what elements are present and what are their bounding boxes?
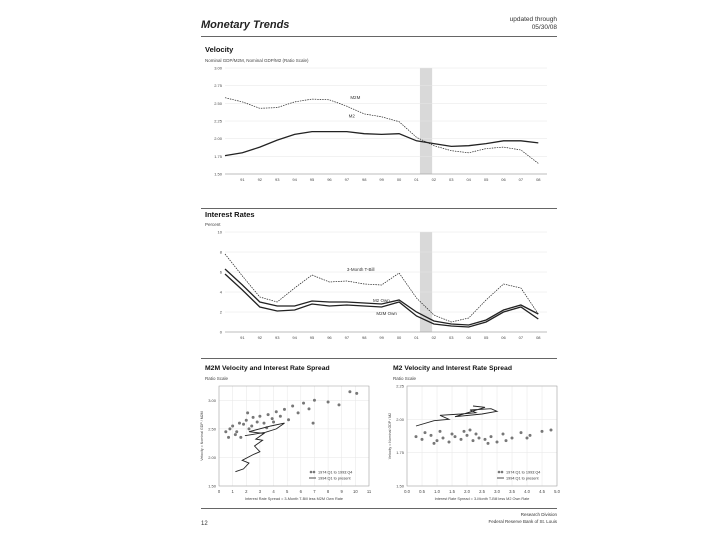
scatter-point bbox=[256, 421, 259, 424]
scatter-point bbox=[484, 438, 487, 441]
x-tick-label: 2.5 bbox=[479, 489, 485, 494]
y-tick-label: 3.00 bbox=[208, 397, 216, 403]
scatter-point bbox=[424, 431, 427, 434]
scatter-point bbox=[454, 435, 457, 438]
y-tick-label: 2.00 bbox=[214, 136, 222, 142]
scatter-point bbox=[490, 435, 493, 438]
y-tick-label: 2.25 bbox=[214, 118, 222, 124]
x-tick-label: 0.5 bbox=[419, 489, 425, 494]
x-tick-label: 3.0 bbox=[494, 489, 500, 494]
x-tick-label: 03 bbox=[449, 335, 454, 340]
scatter-point bbox=[250, 425, 253, 428]
scatter-point bbox=[235, 430, 238, 433]
rates-chart bbox=[203, 228, 553, 345]
m2-scatter-chart bbox=[385, 380, 561, 508]
x-tick-label: 94 bbox=[292, 335, 297, 340]
legend-label-1: 1974:Q1 to 1993:Q4 bbox=[318, 470, 353, 475]
x-tick-label: 07 bbox=[518, 177, 524, 182]
scatter-point bbox=[338, 403, 341, 406]
scatter-point bbox=[541, 430, 544, 433]
scatter-point bbox=[448, 441, 451, 444]
x-tick-label: 96 bbox=[327, 177, 332, 182]
legend-marker-points bbox=[498, 471, 501, 474]
series-label: M2M bbox=[350, 95, 361, 101]
scatter-point bbox=[502, 433, 505, 436]
recent-path bbox=[416, 406, 497, 426]
scatter-point bbox=[248, 427, 251, 430]
series-line-m2-own bbox=[225, 269, 538, 325]
x-tick-label: 11 bbox=[366, 489, 372, 494]
m2-scatter-subtitle: Ratio Scale bbox=[393, 376, 417, 381]
scatter-point bbox=[227, 436, 230, 439]
x-tick-label: 01 bbox=[414, 177, 419, 182]
updated-date: 05/30/08 bbox=[531, 24, 557, 31]
series-line-m2 bbox=[225, 132, 538, 156]
velocity-chart bbox=[203, 64, 553, 188]
x-tick-label: 06 bbox=[501, 177, 506, 182]
x-tick-label: 6 bbox=[299, 489, 302, 494]
x-tick-label: 4.5 bbox=[539, 489, 545, 494]
scatter-point bbox=[312, 422, 315, 425]
x-tick-label: 9 bbox=[340, 489, 343, 494]
x-tick-label: 08 bbox=[536, 177, 541, 182]
x-axis-label: Interest Rate Spread = 3-Month T-Bill less M2M Own Rate bbox=[245, 497, 343, 501]
x-tick-label: 95 bbox=[309, 177, 315, 182]
scatter-point bbox=[224, 430, 227, 433]
rates-divider bbox=[201, 358, 557, 359]
x-axis-label: Interest Rate Spread = 3-Month T-Bill less M2 Own Rate bbox=[434, 497, 530, 501]
series-label: M2 Own bbox=[372, 298, 390, 303]
x-tick-label: 06 bbox=[501, 335, 506, 340]
scatter-point bbox=[327, 401, 330, 404]
y-tick-label: 2.00 bbox=[396, 416, 404, 422]
scatter-point bbox=[442, 437, 445, 440]
footer-division: Research Division bbox=[520, 512, 557, 517]
y-tick-label: 1.50 bbox=[208, 483, 216, 489]
x-tick-label: 0.0 bbox=[404, 489, 410, 494]
scatter-point bbox=[526, 437, 529, 440]
rates-chart-subtitle: Percent bbox=[205, 222, 221, 227]
y-tick-label: 2.50 bbox=[208, 426, 216, 432]
report-page bbox=[193, 8, 563, 532]
x-tick-label: 05 bbox=[483, 335, 489, 340]
scatter-point bbox=[469, 429, 472, 432]
scatter-point bbox=[520, 431, 523, 434]
legend-marker-points bbox=[501, 471, 504, 474]
scatter-point bbox=[348, 390, 351, 393]
x-tick-label: 93 bbox=[274, 177, 280, 182]
legend-label-2: 1994:Q1 to present bbox=[506, 476, 539, 481]
legend-marker-points bbox=[313, 471, 316, 474]
y-tick-label: 2.75 bbox=[214, 83, 222, 89]
m2m-scatter-chart bbox=[197, 380, 373, 508]
x-tick-label: 5 bbox=[286, 489, 289, 494]
x-tick-label: 1.5 bbox=[449, 489, 455, 494]
x-tick-label: 98 bbox=[362, 335, 367, 340]
y-tick-label: 1.50 bbox=[214, 171, 222, 177]
scatter-point bbox=[271, 417, 274, 420]
scatter-point bbox=[430, 434, 433, 437]
scatter-point bbox=[263, 422, 266, 425]
scatter-point bbox=[451, 433, 454, 436]
x-tick-label: 4 bbox=[272, 489, 275, 494]
scatter-point bbox=[267, 413, 270, 416]
x-tick-label: 01 bbox=[414, 335, 419, 340]
y-tick-label: 8 bbox=[219, 249, 222, 255]
scatter-point bbox=[272, 421, 275, 424]
x-tick-label: 00 bbox=[396, 177, 402, 182]
scatter-point bbox=[231, 425, 234, 428]
y-tick-label: 2.50 bbox=[214, 100, 222, 106]
scatter-point bbox=[291, 405, 294, 408]
x-tick-label: 02 bbox=[431, 177, 437, 182]
x-tick-label: 3.5 bbox=[509, 489, 515, 494]
x-tick-label: 1.0 bbox=[434, 489, 440, 494]
x-tick-label: 2.0 bbox=[464, 489, 470, 494]
x-tick-label: 10 bbox=[353, 489, 358, 494]
rates-chart-title: Interest Rates bbox=[205, 210, 255, 219]
x-tick-label: 97 bbox=[344, 177, 350, 182]
y-axis-label: Velocity = Nominal GDP / M2 bbox=[388, 412, 392, 460]
scatter-point bbox=[433, 442, 436, 445]
x-tick-label: 8 bbox=[326, 489, 330, 494]
x-tick-label: 02 bbox=[431, 335, 437, 340]
scatter-point bbox=[355, 392, 358, 395]
y-tick-label: 1.75 bbox=[396, 450, 404, 456]
scatter-point bbox=[463, 430, 466, 433]
scatter-point bbox=[511, 437, 514, 440]
x-tick-label: 05 bbox=[483, 177, 489, 182]
x-tick-label: 0 bbox=[217, 489, 221, 494]
scatter-point bbox=[550, 429, 553, 432]
x-tick-label: 5.0 bbox=[554, 489, 560, 494]
series-label: M2M Own bbox=[376, 311, 397, 316]
x-tick-label: 07 bbox=[518, 335, 524, 340]
y-tick-label: 2.25 bbox=[396, 383, 404, 389]
legend-marker-points bbox=[310, 471, 313, 474]
scatter-point bbox=[466, 434, 469, 437]
y-tick-label: 1.75 bbox=[214, 153, 222, 159]
x-tick-label: 03 bbox=[449, 177, 454, 182]
scatter-point bbox=[421, 438, 424, 441]
x-tick-label: 2 bbox=[245, 489, 248, 494]
x-tick-label: 04 bbox=[466, 177, 471, 182]
scatter-point bbox=[496, 441, 499, 444]
updated-note bbox=[510, 16, 557, 32]
m2m-scatter-subtitle: Ratio Scale bbox=[205, 376, 229, 381]
scatter-point bbox=[308, 407, 311, 410]
footer-divider bbox=[201, 508, 557, 509]
x-tick-label: 99 bbox=[379, 335, 384, 340]
x-tick-label: 7 bbox=[313, 489, 316, 494]
x-tick-label: 91 bbox=[240, 177, 245, 182]
scatter-point bbox=[252, 416, 255, 419]
footer-credit bbox=[488, 511, 557, 525]
scatter-point bbox=[283, 408, 286, 411]
footer-bank: Federal Reserve Bank of St. Louis bbox=[488, 519, 557, 524]
scatter-point bbox=[258, 415, 261, 418]
scatter-point bbox=[242, 423, 245, 426]
series-line-m2m bbox=[225, 98, 538, 164]
x-tick-label: 92 bbox=[257, 335, 263, 340]
scatter-point bbox=[460, 438, 463, 441]
x-tick-label: 1 bbox=[231, 489, 234, 494]
x-tick-label: 00 bbox=[396, 335, 402, 340]
series-label: M2 bbox=[348, 113, 355, 119]
y-tick-label: 3.00 bbox=[214, 65, 222, 71]
scatter-point bbox=[415, 435, 418, 438]
scatter-point bbox=[436, 439, 439, 442]
scatter-point bbox=[302, 402, 305, 405]
m2-scatter-title: M2 Velocity and Interest Rate Spread bbox=[393, 365, 512, 372]
scatter-point bbox=[245, 419, 248, 422]
x-tick-label: 95 bbox=[309, 335, 315, 340]
legend-label-1: 1974:Q1 to 1993:Q4 bbox=[506, 470, 541, 475]
scatter-point bbox=[472, 439, 475, 442]
scatter-point bbox=[238, 422, 241, 425]
y-tick-label: 2 bbox=[219, 309, 222, 315]
x-tick-label: 97 bbox=[344, 335, 350, 340]
scatter-point bbox=[234, 433, 237, 436]
scatter-point bbox=[228, 427, 231, 430]
y-axis-label: Velocity = Nominal GDP / M2M bbox=[200, 411, 204, 461]
series-label: 3-Month T-Bill bbox=[346, 267, 375, 272]
x-tick-label: 93 bbox=[274, 335, 280, 340]
x-tick-label: 4.0 bbox=[524, 489, 530, 494]
x-tick-label: 91 bbox=[240, 335, 245, 340]
x-tick-label: 99 bbox=[379, 177, 384, 182]
y-tick-label: 1.50 bbox=[396, 483, 404, 489]
updated-label: updated through bbox=[509, 16, 557, 23]
page-number: 12 bbox=[201, 521, 208, 527]
m2m-scatter-title: M2M Velocity and Interest Rate Spread bbox=[205, 365, 330, 372]
scatter-point bbox=[275, 410, 278, 413]
velocity-divider bbox=[201, 208, 557, 209]
velocity-chart-title: Velocity bbox=[205, 45, 234, 54]
y-tick-label: 0 bbox=[219, 329, 222, 335]
legend-label-2: 1994:Q1 to present bbox=[318, 476, 351, 481]
scatter-point bbox=[505, 439, 508, 442]
y-tick-label: 6 bbox=[219, 269, 222, 275]
y-tick-label: 4 bbox=[219, 289, 222, 295]
y-tick-label: 10 bbox=[217, 229, 222, 235]
scatter-point bbox=[287, 418, 290, 421]
x-tick-label: 98 bbox=[362, 177, 367, 182]
x-tick-label: 04 bbox=[466, 335, 471, 340]
scatter-point bbox=[279, 415, 282, 418]
y-tick-label: 2.00 bbox=[208, 454, 216, 460]
velocity-chart-subtitle: Nominal GDP/M2M, Nominal GDP/M2 (Ratio Scale) bbox=[205, 58, 309, 63]
x-tick-label: 08 bbox=[536, 335, 541, 340]
scatter-point bbox=[313, 399, 316, 402]
scatter-point bbox=[246, 411, 249, 414]
x-tick-label: 3 bbox=[258, 489, 262, 494]
scatter-point bbox=[529, 434, 532, 437]
x-tick-label: 94 bbox=[292, 177, 297, 182]
x-tick-label: 92 bbox=[257, 177, 263, 182]
page-title: Monetary Trends bbox=[201, 19, 290, 31]
scatter-point bbox=[487, 442, 490, 445]
scatter-point bbox=[475, 433, 478, 436]
title-divider bbox=[201, 36, 557, 37]
scatter-point bbox=[478, 437, 481, 440]
scatter-point bbox=[239, 436, 242, 439]
scatter-point bbox=[297, 411, 300, 414]
x-tick-label: 96 bbox=[327, 335, 332, 340]
scatter-point bbox=[439, 430, 442, 433]
